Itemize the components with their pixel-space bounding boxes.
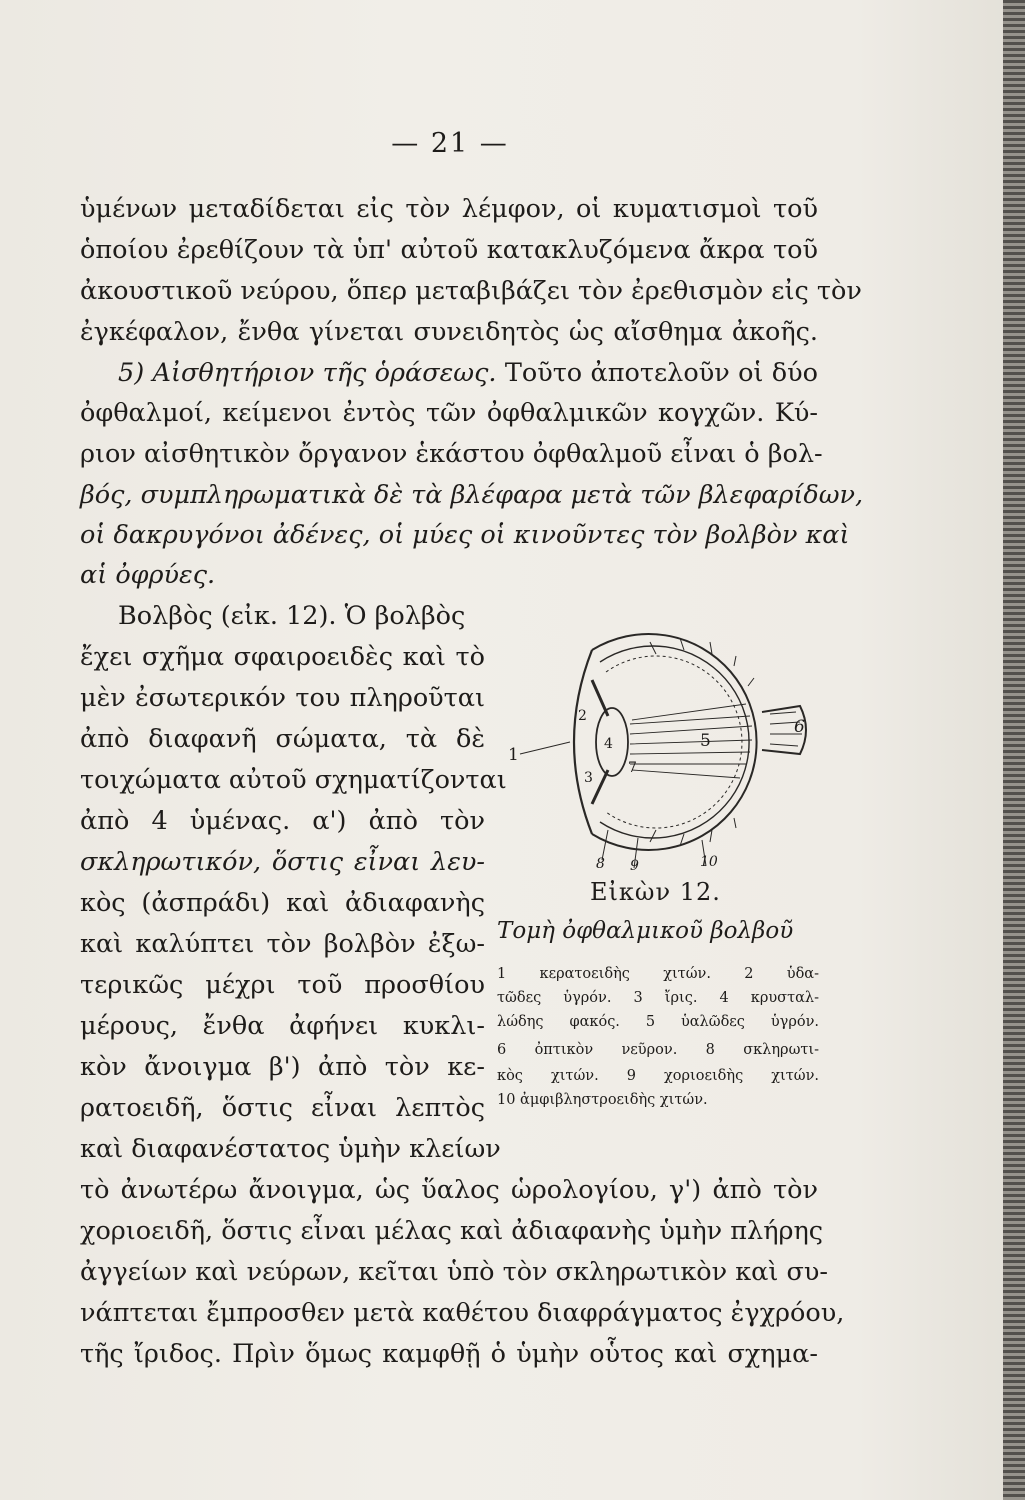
eyeball-cross-section-figure xyxy=(500,620,820,870)
figure-legend-line: κὸς χιτών. 9 χοριοειδὴς χιτών. xyxy=(497,1068,819,1084)
figure-title: Τομὴ ὀφθαλμικοῦ βολβοῦ xyxy=(497,918,794,944)
text-line: ἀπὸ 4 ὑμένας. α') ἀπὸ τὸν xyxy=(80,806,485,836)
text-line: ρατοειδῆ, ὅστις εἶναι λεπτὸς xyxy=(80,1093,485,1123)
text-line: ὁποίου ἐρεθίζουν τὰ ὑπ' αὐτοῦ κατακλυζόμενα ἄκρα τοῦ xyxy=(80,235,818,265)
text-line: βός, συμπληρωματικὰ δὲ τὰ βλέφαρα μετὰ τῶν βλεφαρίδων, xyxy=(80,480,864,510)
text-line: ριον αἰσθητικὸν ὄργανον ἑκάστου ὀφθαλμοῦ εἶναι ὁ βολ- xyxy=(80,439,823,469)
sclera-outline xyxy=(592,634,757,850)
text-line: Βολβὸς (εἰκ. 12). Ὁ βολβὸς xyxy=(118,601,466,631)
figure-legend-line: τῶδες ὑγρόν. 3 ἴρις. 4 κρυσταλ- xyxy=(497,990,819,1006)
figure-label-9: 9 xyxy=(630,858,639,870)
text-line: τὸ ἀνωτέρω ἄνοιγμα, ὡς ὕαλος ὡρολογίου, γ') ἀπὸ τὸν xyxy=(80,1175,818,1205)
text-line: μέρους, ἔνθα ἀφήνει κυκλι- xyxy=(80,1011,485,1041)
figure-caption: Εἰκὼν 12. xyxy=(590,878,721,906)
text-line: ἔχει σχῆμα σφαιροειδὲς καὶ τὸ xyxy=(80,642,485,672)
figure-legend-line: 10 ἀμφιβληστροειδὴς χιτών. xyxy=(497,1092,708,1108)
figure-label-4: 4 xyxy=(604,736,613,752)
page-edge xyxy=(1003,0,1025,1500)
section-heading: 5) Αἰσθητήριον τῆς ὁράσεως. xyxy=(118,358,497,388)
text-line: καὶ καλύπτει τὸν βολβὸν ἐξω- xyxy=(80,929,485,959)
text-line: ἀκουστικοῦ νεύρου, ὅπερ μεταβιβάζει τὸν ἐρεθισμὸν εἰς τὸν xyxy=(80,276,862,306)
text-line: τοιχώματα αὐτοῦ σχηματίζονται xyxy=(80,765,507,795)
figure-label-2: 2 xyxy=(578,708,587,724)
text-line: κὸν ἄνοιγμα β') ἀπὸ τὸν κε- xyxy=(80,1052,485,1082)
text-line: ὀφθαλμοί, κείμενοι ἐντὸς τῶν ὀφθαλμικῶν κογχῶν. Κύ- xyxy=(80,398,818,428)
text-line: αἱ ὀφρύες. xyxy=(80,560,216,590)
text-line: μὲν ἐσωτερικόν του πληροῦται xyxy=(80,683,485,713)
figure-label-1: 1 xyxy=(508,745,519,765)
text-line: καὶ διαφανέστατος ὑμὴν κλείων xyxy=(80,1134,501,1164)
text-line: ἀγγείων καὶ νεύρων, κεῖται ὑπὸ τὸν σκληρωτικὸν καὶ συ- xyxy=(80,1257,829,1287)
page-number: — 21 — xyxy=(391,128,509,159)
text-line: ἐγκέφαλον, ἔνθα γίνεται συνειδητὸς ὡς αἴσθημα ἀκοῆς. xyxy=(80,317,818,347)
figure-label-10: 10 xyxy=(700,854,718,870)
figure-legend-line: 6 ὀπτικὸν νεῦρον. 8 σκληρωτι- xyxy=(497,1042,819,1058)
text-line: τερικῶς μέχρι τοῦ προσθίου xyxy=(80,970,485,1000)
section-heading-line xyxy=(118,358,818,388)
figure-label-7: 7 xyxy=(628,760,637,776)
text-line: οἱ δακρυγόνοι ἀδένες, οἱ μύες οἱ κινοῦντες τὸν βολβὸν καὶ xyxy=(80,520,850,550)
figure-label-8: 8 xyxy=(596,856,605,870)
figure-legend-line: 1 κερατοειδὴς χιτών. 2 ὑδα- xyxy=(497,966,819,982)
text-line: τῆς ἴριδος. Πρὶν ὅμως καμφθῇ ὁ ὑμὴν οὗτος καὶ σχημα- xyxy=(80,1339,818,1369)
section-heading-rest: Τοῦτο ἀποτελοῦν οἱ δύο xyxy=(496,358,818,388)
cornea-outline xyxy=(574,650,592,834)
figure-label-3: 3 xyxy=(584,770,593,786)
figure-label-6: 6 xyxy=(794,717,805,737)
text-line: σκληρωτικόν, ὅστις εἶναι λευ- xyxy=(80,847,485,877)
text-line: ὑμένων μεταδίδεται εἰς τὸν λέμφον, οἱ κυματισμοὶ τοῦ xyxy=(80,194,818,224)
choroid-outline xyxy=(600,646,749,838)
text-line: χοριοειδῆ, ὅστις εἶναι μέλας καὶ ἀδιαφανὴς ὑμὴν πλήρης xyxy=(80,1216,824,1246)
text-line: κὸς (ἀσπράδι) καὶ ἀδιαφανὴς xyxy=(80,888,485,918)
figure-label-5: 5 xyxy=(700,731,711,751)
figure-legend-line: λώδης φακός. 5 ὑαλῶδες ὑγρόν. xyxy=(497,1014,819,1030)
text-line: ἀπὸ διαφανῆ σώματα, τὰ δὲ xyxy=(80,724,485,754)
text-line: νάπτεται ἔμπροσθεν μετὰ καθέτου διαφράγματος ἐγχρόου, xyxy=(80,1298,845,1328)
